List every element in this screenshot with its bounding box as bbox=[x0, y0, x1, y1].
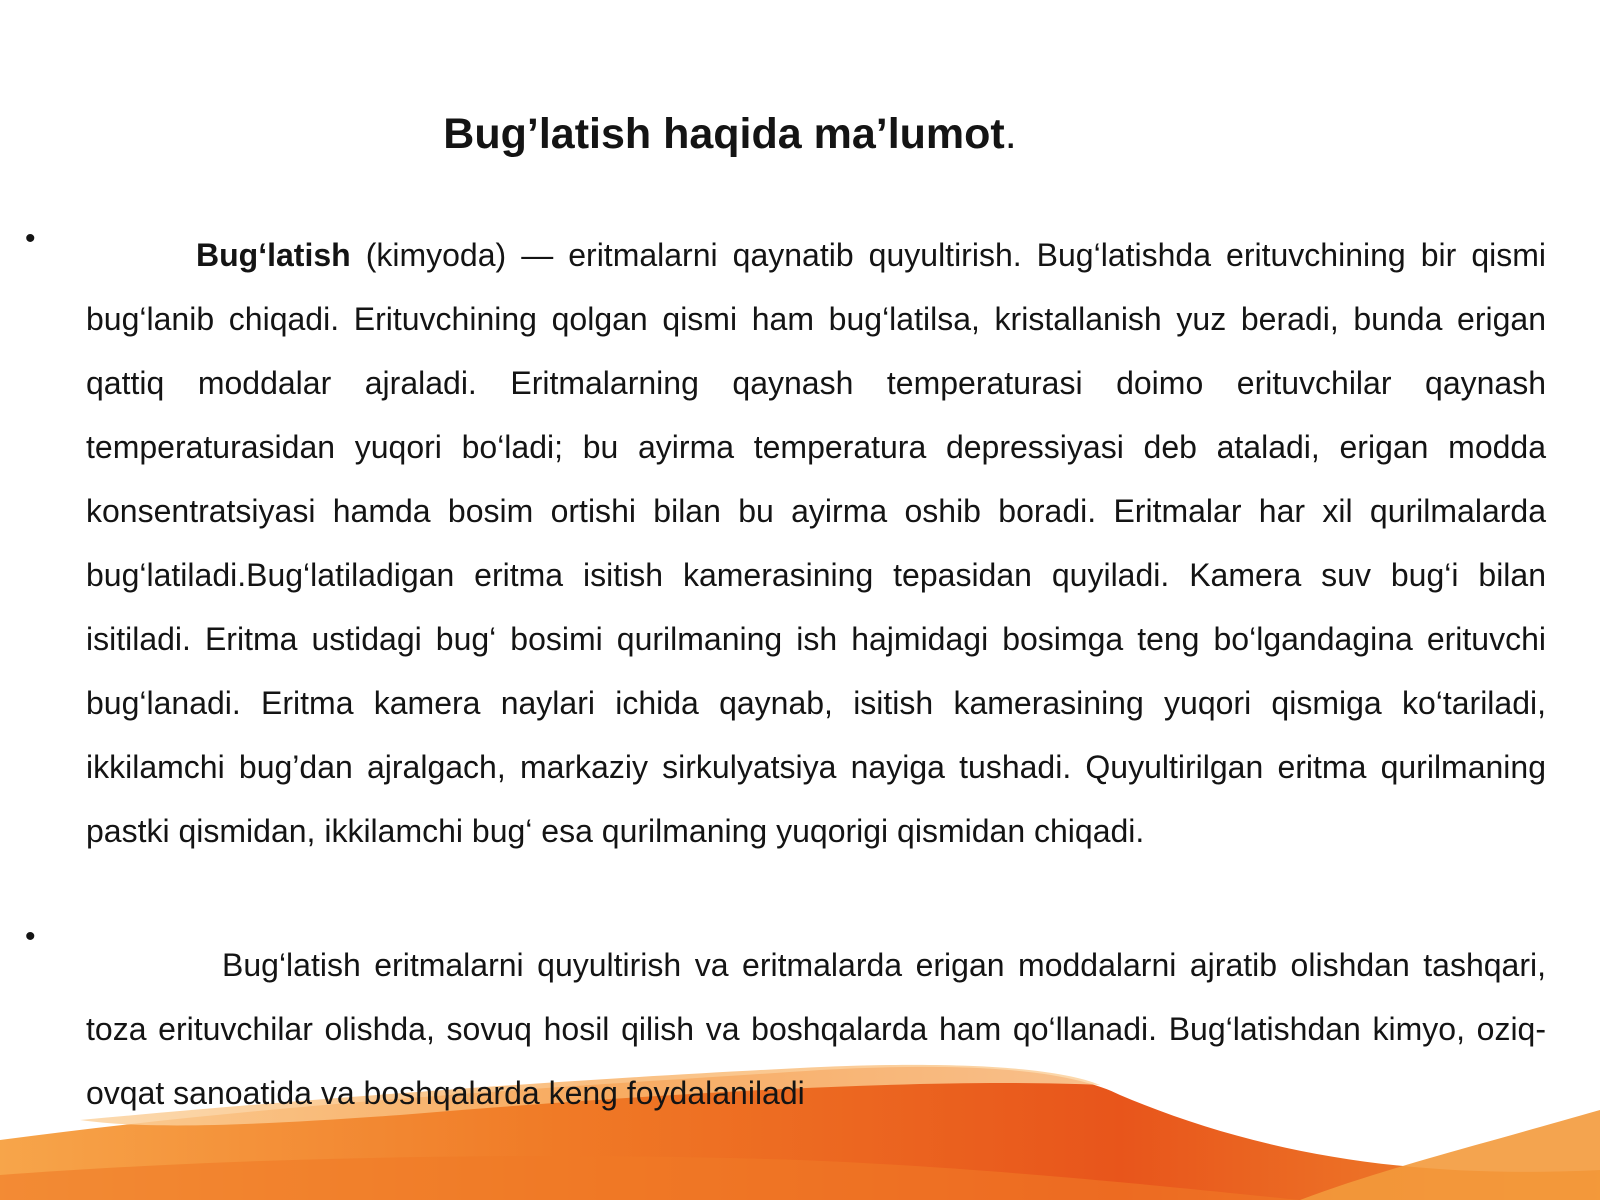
paragraph-2-text: Bug‘latish eritmalarni quyultirish va eritmalarda erigan moddalarni ajratib olishdan tashqari, toza erituvchilar olishda, sovuq hosil qilish va boshqalarda ham qo‘llanadi. Bug‘latishdan kimyo, oziq-ovqat sanoatida va boshqalarda keng foydalaniladi bbox=[86, 947, 1546, 1111]
bullet-marker-1: • bbox=[25, 222, 36, 255]
slide-title bbox=[0, 110, 1460, 159]
paragraph-1-text: (kimyoda) — eritmalarni qaynatib quyultirish. Bug‘latishda erituvchining bir qismi bug‘lanib chiqadi. Erituvchining qolgan qismi ham bug‘latilsa, kristallanish yuz beradi, bunda erigan qattiq moddalar ajraladi. Eritmalarning qaynash temperaturasi doimo erituvchilar qaynash temperaturasidan yuqori bo‘ladi; bu ayirma temperatura depressiyasi deb ataladi, erigan modda konsentratsiyasi hamda bosim ortishi bilan bu ayirma oshib boradi. Eritmalar har xil qurilmalarda bug‘latiladi.Bug‘latiladigan eritma isitish kamerasining tepasidan quyiladi. Kamera suv bug‘i bilan isitiladi. Eritma ustidagi bug‘ bosimi qurilmaning ish hajmidagi bosimga teng bo‘lgandagina erituvchi bug‘lanadi. Eritma kamera naylari ichida qaynab, isitish kamerasining yuqori qismiga ko‘tariladi, ikkilamchi bug’dan ajralgach, markaziy sirkulyatsiya nayiga tushadi. Quyultirilgan eritma qurilmaning pastki qismidan, ikkilamchi bug‘ esa qurilmaning yuqorigi qismidan chiqadi. bbox=[86, 237, 1546, 849]
bullet-paragraph-1 bbox=[86, 223, 1546, 863]
bullet-marker-2: • bbox=[25, 920, 36, 953]
term-bold: Bug‘latish bbox=[196, 237, 351, 273]
title-period: . bbox=[1004, 110, 1017, 158]
title-text: Bug’latish haqida ma’lumot bbox=[443, 110, 1005, 158]
bullet-paragraph-2 bbox=[86, 933, 1546, 1125]
